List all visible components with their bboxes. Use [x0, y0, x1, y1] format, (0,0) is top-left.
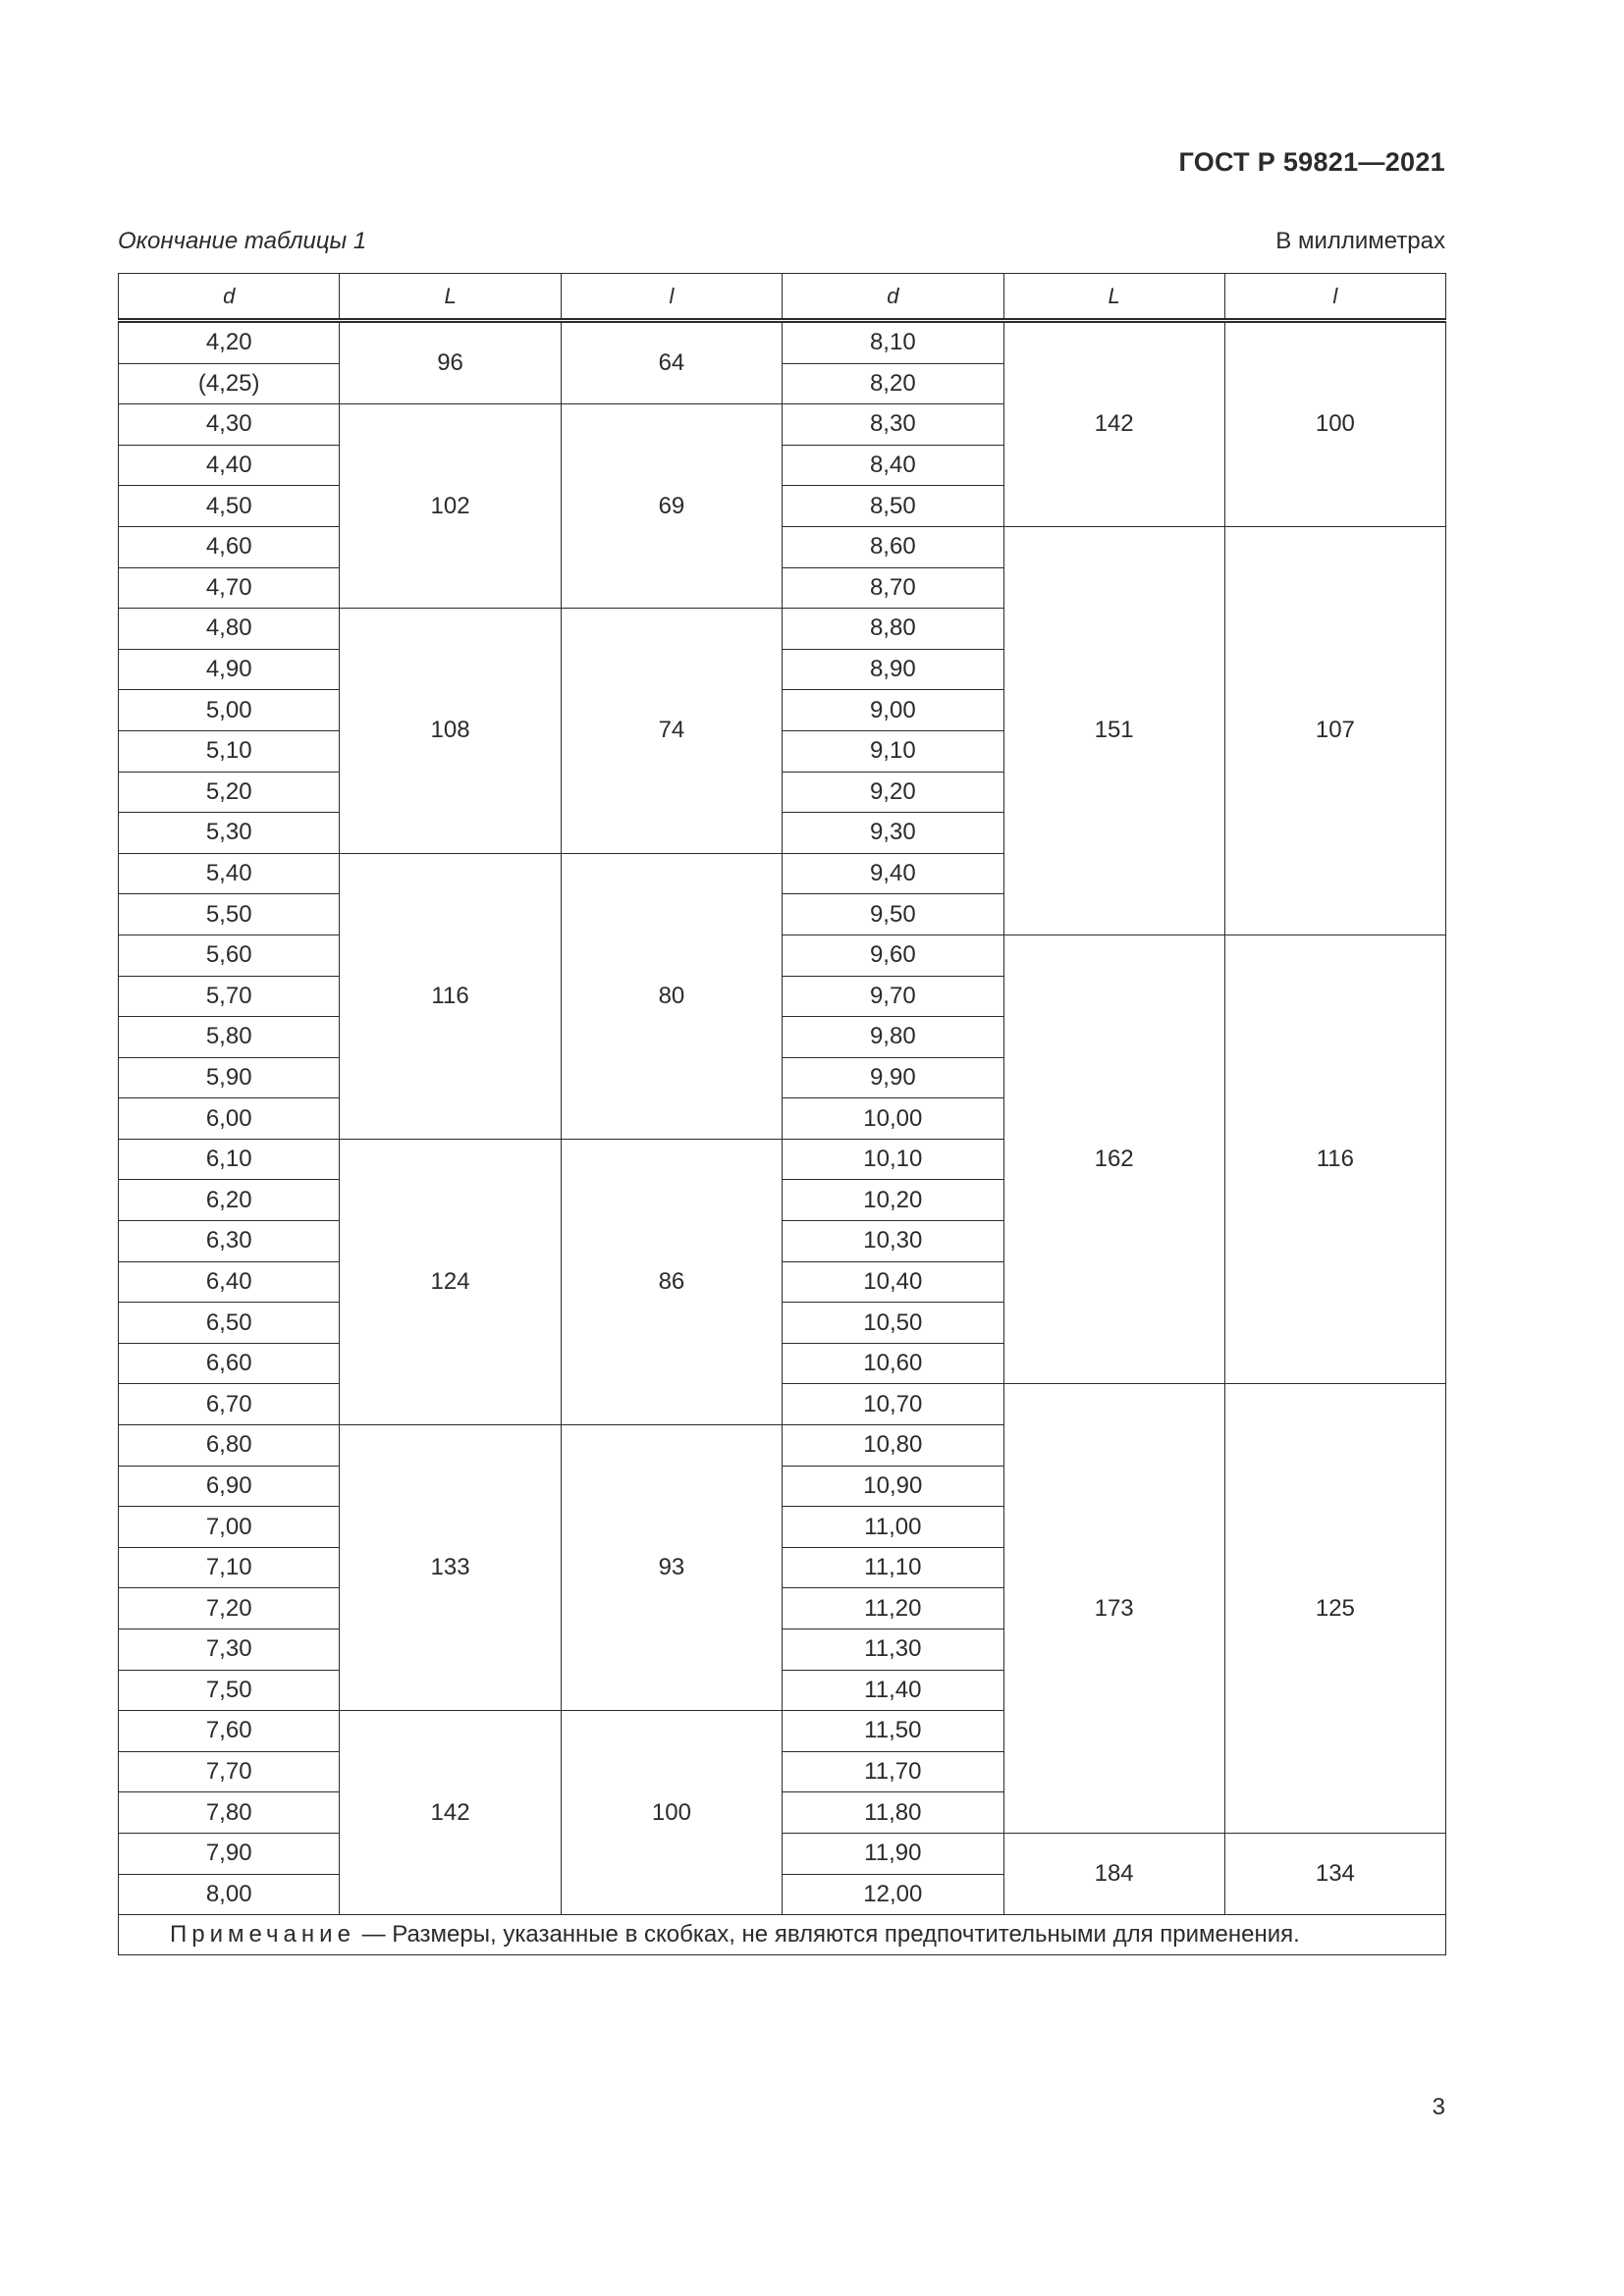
cell-d-right: 9,10 [783, 730, 1003, 772]
cell-d-left: 6,20 [119, 1180, 340, 1221]
cell-d-left: 6,80 [119, 1425, 340, 1467]
cell-L-left: 116 [340, 853, 561, 1139]
cell-d-left: 6,40 [119, 1261, 340, 1303]
cell-d-right: 10,80 [783, 1425, 1003, 1467]
cell-d-right: 8,90 [783, 649, 1003, 690]
cell-d-right: 9,00 [783, 690, 1003, 731]
cell-l-right: 100 [1224, 321, 1445, 527]
cell-l-left: 64 [561, 321, 782, 404]
cell-d-right: 8,50 [783, 486, 1003, 527]
cell-d-left: 5,20 [119, 772, 340, 813]
cell-l-left: 100 [561, 1711, 782, 1915]
column-header-d: d [783, 274, 1003, 321]
cell-d-right: 11,30 [783, 1629, 1003, 1671]
cell-d-right: 10,30 [783, 1221, 1003, 1262]
cell-d-right: 10,40 [783, 1261, 1003, 1303]
cell-d-left: 8,00 [119, 1874, 340, 1915]
table-row [119, 934, 1446, 976]
cell-d-left: 7,60 [119, 1711, 340, 1752]
table-note [119, 1915, 1446, 1955]
cell-d-left: 6,50 [119, 1303, 340, 1344]
cell-d-right: 11,00 [783, 1507, 1003, 1548]
column-header-d: d [119, 274, 340, 321]
cell-d-right: 10,50 [783, 1303, 1003, 1344]
cell-l-left: 93 [561, 1425, 782, 1711]
cell-l-right: 116 [1224, 934, 1445, 1384]
cell-d-right: 11,20 [783, 1588, 1003, 1629]
cell-d-left: 5,80 [119, 1017, 340, 1058]
cell-d-left: 5,40 [119, 853, 340, 894]
cell-d-left: 7,10 [119, 1547, 340, 1588]
cell-d-left: 5,90 [119, 1057, 340, 1098]
cell-l-right: 125 [1224, 1384, 1445, 1834]
cell-L-left: 124 [340, 1139, 561, 1424]
page-number: 3 [1432, 2094, 1445, 2120]
cell-l-right: 134 [1224, 1833, 1445, 1914]
column-header-l: l [1224, 274, 1445, 321]
cell-L-left: 102 [340, 404, 561, 609]
cell-d-left: 5,10 [119, 730, 340, 772]
cell-d-left: 7,20 [119, 1588, 340, 1629]
cell-d-right: 11,50 [783, 1711, 1003, 1752]
cell-d-right: 8,40 [783, 445, 1003, 486]
cell-d-right: 11,70 [783, 1751, 1003, 1792]
cell-d-right: 11,90 [783, 1833, 1003, 1874]
cell-L-left: 96 [340, 321, 561, 404]
cell-l-left: 80 [561, 853, 782, 1139]
cell-d-left: 4,90 [119, 649, 340, 690]
cell-d-right: 12,00 [783, 1874, 1003, 1915]
cell-d-left: 7,70 [119, 1751, 340, 1792]
cell-d-right: 8,60 [783, 526, 1003, 567]
cell-d-left: 5,70 [119, 976, 340, 1017]
note-text: — Размеры, указанные в скобках, не являются предпочтительными для применения. [354, 1921, 1300, 1949]
cell-d-right: 8,80 [783, 609, 1003, 650]
cell-d-left: 7,00 [119, 1507, 340, 1548]
cell-d-left: 5,60 [119, 934, 340, 976]
cell-d-left: 6,30 [119, 1221, 340, 1262]
cell-L-left: 108 [340, 609, 561, 854]
cell-d-right: 11,40 [783, 1670, 1003, 1711]
cell-L-left: 133 [340, 1425, 561, 1711]
cell-L-left: 142 [340, 1711, 561, 1915]
table-caption: Окончание таблицы 1 [118, 228, 367, 254]
cell-d-right: 8,70 [783, 567, 1003, 609]
table-header-row [119, 274, 1446, 321]
cell-L-right: 162 [1003, 934, 1224, 1384]
cell-d-right: 9,40 [783, 853, 1003, 894]
dimensions-table [118, 273, 1446, 1955]
cell-d-left: 4,80 [119, 609, 340, 650]
table-row [119, 321, 1446, 364]
cell-d-right: 10,90 [783, 1466, 1003, 1507]
cell-d-left: 6,00 [119, 1098, 340, 1140]
table-row [119, 526, 1446, 567]
cell-d-left: 7,80 [119, 1792, 340, 1834]
cell-d-left: 4,20 [119, 321, 340, 364]
cell-d-left: 5,00 [119, 690, 340, 731]
cell-d-left: 6,70 [119, 1384, 340, 1425]
cell-d-right: 9,60 [783, 934, 1003, 976]
table-body [119, 321, 1446, 1915]
cell-d-left: 7,50 [119, 1670, 340, 1711]
cell-l-right: 107 [1224, 526, 1445, 934]
cell-d-right: 8,10 [783, 321, 1003, 364]
cell-L-right: 142 [1003, 321, 1224, 527]
table-row [119, 1384, 1446, 1425]
cell-d-right: 10,00 [783, 1098, 1003, 1140]
note-label: Примечание [170, 1921, 355, 1949]
cell-d-right: 10,70 [783, 1384, 1003, 1425]
cell-d-right: 10,10 [783, 1139, 1003, 1180]
cell-d-right: 10,60 [783, 1343, 1003, 1384]
cell-d-right: 9,20 [783, 772, 1003, 813]
cell-d-right: 9,70 [783, 976, 1003, 1017]
cell-d-left: 4,40 [119, 445, 340, 486]
cell-d-right: 9,90 [783, 1057, 1003, 1098]
cell-L-right: 184 [1003, 1833, 1224, 1914]
cell-l-left: 69 [561, 404, 782, 609]
cell-d-left: 5,30 [119, 813, 340, 854]
cell-d-left: (4,25) [119, 363, 340, 404]
cell-L-right: 173 [1003, 1384, 1224, 1834]
cell-d-left: 6,60 [119, 1343, 340, 1384]
table-row [119, 1833, 1446, 1874]
cell-d-right: 8,30 [783, 404, 1003, 446]
table-note-row [119, 1915, 1446, 1955]
column-header-l: l [561, 274, 782, 321]
cell-d-left: 6,90 [119, 1466, 340, 1507]
cell-l-left: 86 [561, 1139, 782, 1424]
column-header-L: L [1003, 274, 1224, 321]
cell-d-right: 11,10 [783, 1547, 1003, 1588]
cell-L-right: 151 [1003, 526, 1224, 934]
cell-d-left: 4,50 [119, 486, 340, 527]
cell-d-right: 9,80 [783, 1017, 1003, 1058]
cell-d-right: 9,50 [783, 894, 1003, 935]
document-code: ГОСТ Р 59821—2021 [1178, 147, 1445, 177]
cell-d-left: 7,90 [119, 1833, 340, 1874]
cell-d-left: 4,70 [119, 567, 340, 609]
cell-d-left: 7,30 [119, 1629, 340, 1671]
units-label: В миллиметрах [1275, 228, 1445, 254]
cell-d-left: 5,50 [119, 894, 340, 935]
column-header-L: L [340, 274, 561, 321]
cell-l-left: 74 [561, 609, 782, 854]
cell-d-right: 8,20 [783, 363, 1003, 404]
cell-d-left: 6,10 [119, 1139, 340, 1180]
cell-d-left: 4,30 [119, 404, 340, 446]
cell-d-right: 11,80 [783, 1792, 1003, 1834]
cell-d-right: 9,30 [783, 813, 1003, 854]
cell-d-left: 4,60 [119, 526, 340, 567]
cell-d-right: 10,20 [783, 1180, 1003, 1221]
